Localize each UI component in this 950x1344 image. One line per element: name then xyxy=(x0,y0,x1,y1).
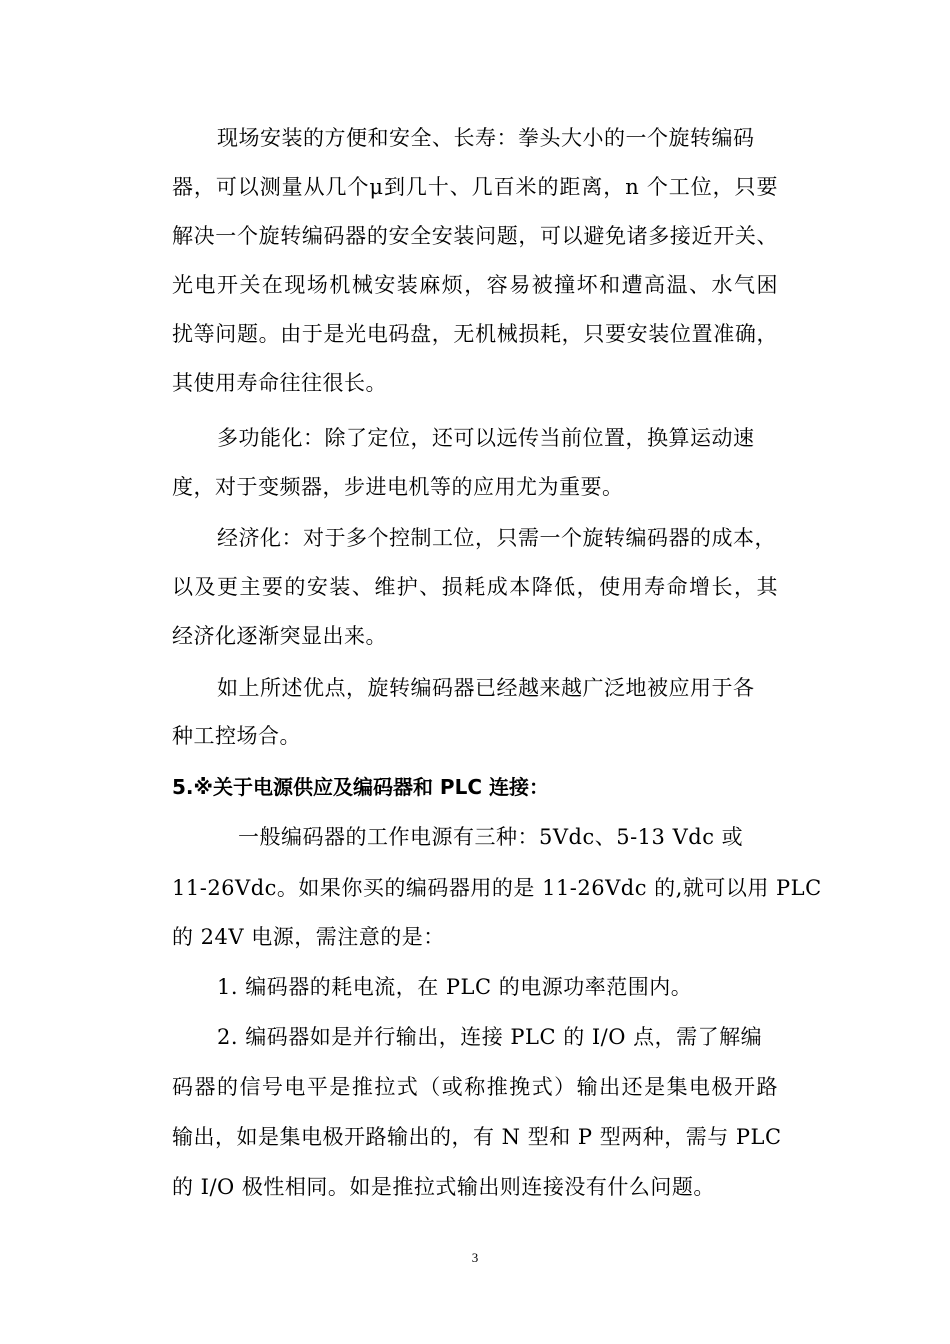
list-item-line: 码器的信号电平是推拉式（或称推挽式）输出还是集电极开路 xyxy=(172,1075,778,1099)
list-item-line: 输出，如是集电极开路输出的，有 N 型和 P 型两种，需与 PLC xyxy=(172,1125,782,1149)
paragraph-line: 如上所述优点，旋转编码器已经越来越广泛地被应用于各 xyxy=(217,676,755,700)
paragraph-line: 扰等问题。由于是光电码盘，无机械损耗，只要安装位置准确， xyxy=(172,322,778,346)
paragraph-line: 经济化：对于多个控制工位，只需一个旋转编码器的成本， xyxy=(217,526,776,550)
paragraph-line: 光电开关在现场机械安装麻烦，容易被撞坏和遭高温、水气困 xyxy=(172,273,778,297)
paragraph-line: 现场安装的方便和安全、长寿：拳头大小的一个旋转编码 xyxy=(217,126,755,150)
paragraph-line: 一般编码器的工作电源有三种：5Vdc、5-13 Vdc 或 xyxy=(238,825,744,849)
paragraph-line: 度，对于变频器，步进电机等的应用尤为重要。 xyxy=(172,475,624,499)
list-item: 2. 编码器如是并行输出，连接 PLC 的 I/O 点，需了解编 xyxy=(217,1025,763,1049)
paragraph-line: 11-26Vdc。如果你买的编码器用的是 11-26Vdc 的,就可以用 PLC xyxy=(172,876,822,900)
paragraph-line: 经济化逐渐突显出来。 xyxy=(172,624,387,648)
paragraph-line: 多功能化：除了定位，还可以远传当前位置，换算运动速 xyxy=(217,426,755,450)
paragraph-line: 解决一个旋转编码器的安全安装问题，可以避免诸多接近开关、 xyxy=(172,224,778,248)
paragraph-line: 种工控场合。 xyxy=(172,724,301,748)
paragraph-line: 器，可以测量从几个μ到几十、几百米的距离，n 个工位，只要 xyxy=(172,175,778,199)
list-item-line: 的 I/O 极性相同。如是推拉式输出则连接没有什么问题。 xyxy=(172,1175,715,1199)
list-item: 1. 编码器的耗电流，在 PLC 的电源功率范围内。 xyxy=(217,975,693,999)
paragraph-line: 以及更主要的安装、维护、损耗成本降低，使用寿命增长，其 xyxy=(172,575,778,599)
section-heading: 5.※关于电源供应及编码器和 PLC 连接： xyxy=(172,775,549,799)
page-number: 3 xyxy=(471,1250,479,1265)
paragraph-line: 的 24V 电源，需注意的是： xyxy=(172,925,445,949)
paragraph-line: 其使用寿命往往很长。 xyxy=(172,371,387,395)
